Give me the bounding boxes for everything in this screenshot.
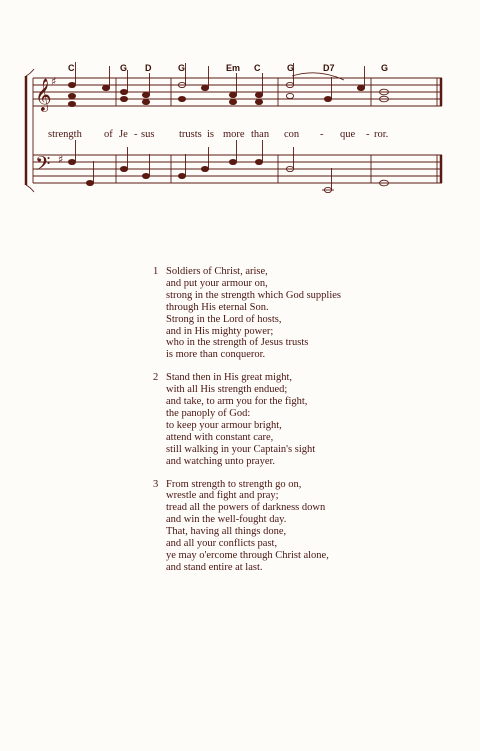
verse-line: strong in the strength which God supplies: [166, 289, 341, 301]
verse-line: Soldiers of Christ, arise,: [166, 266, 268, 277]
verse-line: and put your armour on,: [166, 277, 268, 289]
verse-line: Strong in the Lord of hosts,: [166, 313, 282, 325]
lyric-syllable: more: [223, 129, 245, 140]
chord-symbol: C: [68, 63, 75, 73]
verse-line: ye may o'ercome through Christ alone,: [166, 549, 329, 561]
lyric-syllable: of: [104, 129, 113, 140]
lyric-syllable: sus: [141, 129, 155, 140]
verse-line: and watching unto prayer.: [166, 455, 276, 467]
verse-line: attend with constant care,: [166, 431, 274, 443]
verse-line: the panoply of God:: [166, 407, 251, 419]
verse-number: 3: [153, 478, 159, 490]
verse-line: with all His strength endued;: [166, 384, 288, 396]
chord-symbol: C: [254, 63, 261, 73]
lyric-syllable: than: [251, 129, 270, 140]
svg-text:𝄢: 𝄢: [35, 152, 51, 180]
verse-line: and all your conflicts past,: [166, 538, 278, 550]
chord-symbol: Em: [226, 63, 241, 73]
chord-symbol: G: [381, 63, 389, 73]
verse-1: [153, 266, 453, 361]
verse-line: and in His mighty power;: [166, 325, 274, 337]
verse-line: tread all the powers of darkness down: [166, 502, 326, 514]
verse-line: to keep your armour bright,: [166, 419, 282, 431]
verse-line: From strength to strength go on,: [166, 478, 302, 490]
verse-number: 2: [153, 372, 159, 384]
verse-line: and take, to arm you for the fight,: [166, 396, 308, 408]
lyric-syllable: con: [284, 129, 300, 140]
lyric-syllable: -: [320, 129, 324, 140]
chord-symbol: G: [120, 63, 128, 73]
lyric-syllable: Je: [119, 129, 128, 140]
chord-symbol: G: [287, 63, 295, 73]
music-score: [0, 0, 480, 200]
chord-symbol: D7: [323, 63, 335, 73]
verse-line: wrestle and fight and pray;: [166, 490, 279, 502]
verse-line: still walking in your Captain's sight: [166, 443, 316, 455]
verse-line: and win the well-fought day.: [166, 514, 287, 526]
verse-line: is more than conqueror.: [166, 349, 266, 361]
verse-line: through His eternal Son.: [166, 301, 269, 313]
hymn-verses: [153, 266, 453, 585]
lyric-syllable: trusts: [179, 129, 202, 140]
verse-line: and stand entire at last.: [166, 561, 263, 573]
verse-line: Stand then in His great might,: [166, 372, 292, 384]
lyric-syllable: strength: [48, 129, 82, 140]
lyric-syllable: is: [207, 129, 215, 140]
chord-symbol: D: [145, 63, 152, 73]
verse-2: [153, 372, 453, 467]
verse-line: That, having all things done,: [166, 526, 287, 538]
verse-line: who in the strength of Jesus trusts: [166, 337, 309, 349]
svg-text:♯: ♯: [51, 75, 57, 88]
svg-text:𝄞: 𝄞: [35, 78, 52, 111]
verse-number: 1: [153, 266, 159, 277]
staff-notation: [0, 0, 480, 200]
verse-3: [153, 479, 453, 574]
lyric-syllable: -: [134, 129, 138, 140]
chord-symbol: G: [178, 63, 186, 73]
svg-text:♯: ♯: [58, 153, 64, 166]
lyric-syllable: ror.: [374, 129, 389, 140]
lyric-syllable: -: [366, 129, 370, 140]
lyric-syllable: que: [340, 129, 356, 140]
